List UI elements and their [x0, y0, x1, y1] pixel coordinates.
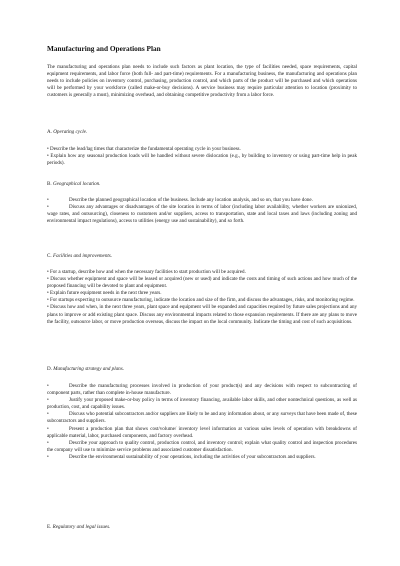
section-a-heading: [47, 129, 87, 136]
section-letter: D.: [47, 366, 52, 372]
intro-paragraph: [47, 64, 357, 99]
bullet-icon: •: [47, 397, 49, 404]
section-title: Geographical location.: [52, 181, 101, 187]
bullet-icon: •: [47, 197, 49, 203]
bullet-icon: •: [47, 453, 49, 460]
section-title: Regulatory and legal issues.: [52, 524, 111, 530]
section-c-list: [47, 269, 357, 326]
section-b-heading: [47, 181, 101, 188]
section-title: Manufacturing strategy and plans.: [53, 366, 124, 372]
section-a-list: [47, 146, 357, 167]
section-c-heading: [47, 253, 112, 260]
bullet-icon: •: [47, 146, 49, 152]
bullet-icon: •: [47, 153, 49, 160]
list-item: • Describe the lead/lag times that characterize the fundamental operating cycle in your business.: [47, 146, 241, 152]
section-e-heading: [47, 524, 110, 531]
bullet-icon: •: [47, 304, 49, 311]
intro-text: The manufacturing and operations plan needs to include such factors as plant location, the type of facilities needed, space requirements, capital equipment requirements, and labor force (both full- and part-time) requirements. For a manufacturing business, the manufacturing and operations plan needs to include policies on inventory control, purchasing, production control, and which parts of the product will be purchased and which operations will be performed by your workforce (called make-or-buy decisions). A service business may require particular attention to location (proximity to customers is generally a must), minimizing overhead, and obtaining competitive productivity from a labor force.: [47, 64, 357, 99]
list-item: • Justify your proposed make-or-buy policy in terms of inventory financing, available labor skills, and other nontechnical questions, as well as production, cost, and capability issues.: [47, 397, 357, 411]
section-letter: B.: [47, 181, 52, 187]
list-item: • Explain future equipment needs in the next three years.: [47, 290, 162, 297]
list-item: • Discuss how and when, in the next three years, plant space and equipment will be expanded and capacities required by future sales projections and any plans to improve or add existing plant space. Discuss any environmental impacts related to those expansion requirements. If there are any plans to move the facility, outsource labor, or move production overseas, discuss the impact on the local community. Indicate the timing and cost of such acquisitions.: [47, 304, 357, 325]
bullet-icon: •: [47, 383, 49, 389]
bullet-icon: •: [47, 411, 49, 418]
list-item: • Describe the environmental sustainability of your operations, including the activities of your subcontractors and suppliers.: [47, 453, 316, 460]
section-letter: C.: [47, 253, 52, 259]
list-item: • Present a production plan that shows cost/volume/ inventory level information at various sales levels of operation with breakdowns of applicable material, labor, purchased components, and factory overhead.: [47, 425, 357, 439]
list-item: • For startups expecting to outsource manufacturing, indicate the location and size of the firm, and discuss the advantages, risks, and monitoring regime.: [47, 297, 355, 304]
list-item: • Discuss whether equipment and space will be leased or acquired (new or used) and indicate the costs and timing of such actions and how much of the proposed financing will be devoted to plant and equipment.: [47, 276, 357, 290]
bullet-icon: •: [47, 269, 49, 275]
bullet-icon: •: [47, 439, 49, 446]
section-d-list: [47, 383, 357, 461]
section-b-list: [47, 197, 357, 225]
document-title: Manufacturing and Operations Plan: [47, 44, 161, 53]
list-item: • Discuss any advantages or disadvantages of the site location in terms of labor (including labor availability, whether workers are unionized, wage rates, and outsourcing), closeness to customers and/or suppliers, access to transportation, state and local taxes and laws (including zoning and environmental impact regulations), access to utilities (energy use and sustainability), and so forth.: [47, 204, 357, 225]
list-item: • Describe the manufacturing processes involved in production of your product(s) and any decisions with respect to subcontracting of component parts, rather than complete in-house manufacture.: [47, 383, 357, 397]
list-item: • Describe your approach to quality control, production control, and inventory control; explain what quality control and inspection procedures the company will use to minimize service problems and associated customer dissatisfaction.: [47, 439, 357, 453]
section-d-heading: [47, 366, 124, 373]
section-letter: E.: [47, 524, 52, 530]
list-item: • For a startup, describe how and when the necessary facilities to start production will be acquired.: [47, 269, 246, 275]
section-title: Operating cycle.: [53, 129, 88, 135]
list-item: • Discuss who potential subcontractors and/or suppliers are likely to be and any information about, or any surveys that have been made of, these subcontractors and suppliers.: [47, 411, 357, 425]
bullet-icon: •: [47, 276, 49, 283]
list-item: • Explain how any seasonal production loads will be handled without severe dislocation (e.g., by building to inventory or using part-time help in peak periods).: [47, 153, 358, 167]
section-title: Facilities and improvements.: [52, 253, 113, 259]
list-item: • Describe the planned geographical location of the business. Include any location analysis, and so on, that you have done.: [47, 197, 313, 203]
bullet-icon: •: [47, 297, 49, 304]
section-letter: A.: [47, 129, 52, 135]
bullet-icon: •: [47, 204, 49, 211]
bullet-icon: •: [47, 290, 49, 297]
bullet-icon: •: [47, 425, 49, 432]
